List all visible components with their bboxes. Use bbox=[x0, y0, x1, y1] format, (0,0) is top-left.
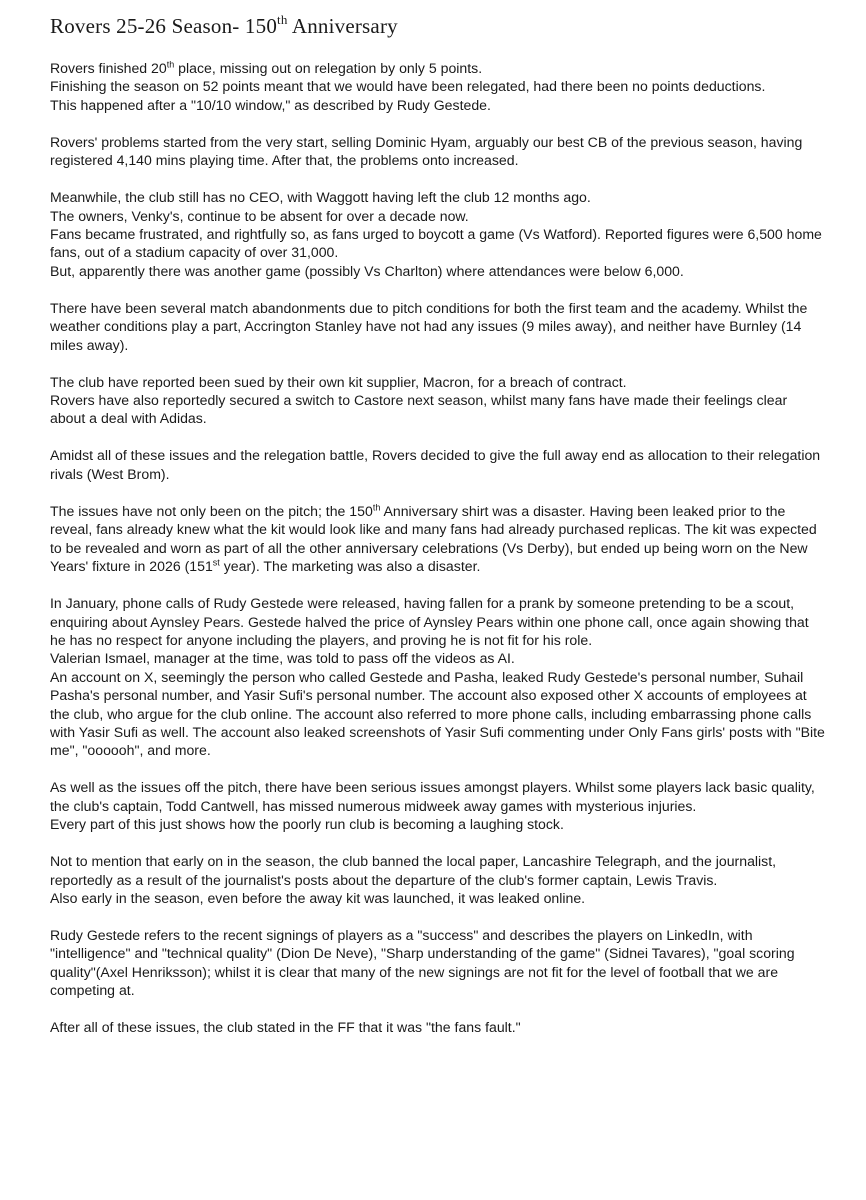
paragraph-line bbox=[50, 96, 826, 114]
paragraph-line bbox=[50, 391, 826, 428]
paragraph bbox=[50, 446, 826, 483]
line-text: place, missing out on relegation by only 5 points. bbox=[174, 60, 483, 76]
paragraph bbox=[50, 133, 826, 170]
paragraph-line bbox=[50, 852, 826, 889]
line-text: The owners, Venky's, continue to be absent for over a decade now. bbox=[50, 207, 469, 224]
line-text: Valerian Ismael, manager at the time, was told to pass off the videos as AI. bbox=[50, 650, 515, 667]
paragraph-line bbox=[50, 77, 826, 95]
paragraph-line bbox=[50, 133, 826, 170]
line-text: An account on X, seemingly the person who called Gestede and Pasha, leaked Rudy Gestede's personal number, Suhail Pasha's personal number, and Yasir Sufi's personal number. The account also exposed other X accounts of employees at the club, who argue for the club online. The account also referred to more phone calls, including embarrassing phone calls with Yasir Sufi as well. The account also leaked screenshots of Yasir Sufi commenting under Only Fans girls' posts with "Bite me", "oooooh", and more. bbox=[50, 668, 825, 759]
paragraph-line bbox=[50, 815, 826, 833]
paragraph-line bbox=[50, 502, 826, 576]
paragraph bbox=[50, 299, 826, 354]
line-text: In January, phone calls of Rudy Gestede were released, having fallen for a prank by someone pretending to be a scout, enquiring about Aynsley Pears. Gestede halved the price of Aynsley Pears within one phone call, once again showing that he has no respect for anyone including the players, and proving he is not fit for his role. bbox=[50, 595, 809, 648]
paragraph bbox=[50, 1018, 826, 1036]
line-text: Rovers have also reportedly secured a switch to Castore next season, whilst many fans have made their feelings clear about a deal with Adidas. bbox=[50, 392, 788, 427]
paragraph-line bbox=[50, 188, 826, 206]
title-text-end: Anniversary bbox=[287, 14, 398, 38]
paragraph bbox=[50, 502, 826, 576]
paragraph-line bbox=[50, 889, 826, 907]
line-text: Meanwhile, the club still has no CEO, with Waggott having left the club 12 months ago. bbox=[50, 189, 591, 206]
paragraph bbox=[50, 594, 826, 760]
paragraph-line bbox=[50, 299, 826, 354]
ordinal-superscript: st bbox=[212, 557, 220, 568]
line-text: But, apparently there was another game (possibly Vs Charlton) where attendances were below 6,000. bbox=[50, 262, 684, 279]
paragraph bbox=[50, 59, 826, 114]
paragraph bbox=[50, 188, 826, 280]
paragraph-line bbox=[50, 225, 826, 262]
line-text: As well as the issues off the pitch, there have been serious issues amongst players. Whilst some players lack basic quality, the club's captain, Todd Cantwell, has missed numerous midweek away games with mysterious injuries. bbox=[50, 779, 815, 814]
document-body bbox=[50, 59, 826, 1037]
paragraph-line bbox=[50, 373, 826, 391]
ordinal-superscript: th bbox=[372, 502, 381, 513]
ordinal-superscript: th bbox=[166, 59, 175, 70]
paragraph-line bbox=[50, 59, 826, 77]
line-text: Not to mention that early on in the season, the club banned the local paper, Lancashire Telegraph, and the journalist, reportedly as a result of the journalist's posts about the departure of the club's former captain, Lewis Travis. bbox=[50, 853, 777, 888]
line-text: Rovers finished 20 bbox=[50, 60, 167, 76]
line-text: The club have reported been sued by their own kit supplier, Macron, for a breach of contract. bbox=[50, 373, 627, 390]
title-text: Rovers 25-26 Season- 150 bbox=[50, 14, 278, 38]
line-text: After all of these issues, the club stated in the FF that it was "the fans fault." bbox=[50, 1019, 521, 1036]
line-text: Rudy Gestede refers to the recent signings of players as a "success" and describes the players on LinkedIn, with "intelligence" and "technical quality" (Dion De Neve), "Sharp understanding of the game" (Sidnei Tavares), "goal scoring quality"(Axel Henriksson); whilst it is clear that many of the new signings are not fit for the level of football that we are competing at. bbox=[50, 926, 795, 999]
paragraph-line bbox=[50, 778, 826, 815]
line-text: Also early in the season, even before the away kit was launched, it was leaked online. bbox=[50, 889, 586, 906]
line-text: Anniversary shirt was a disaster. Having been leaked prior to the reveal, fans already knew what the kit would look like and many fans had already purchased replicas. The kit was expected to be revealed and worn as part of all the other anniversary celebrations (Vs Derby), but ended up being worn on the New Years' fixture in 2026 (151 bbox=[50, 502, 817, 575]
paragraph-line bbox=[50, 649, 826, 667]
line-text: There have been several match abandonments due to pitch conditions for both the first team and the academy. Whilst the weather conditions play a part, Accrington Stanley have not had any issues (9 miles away), and neither have Burnley (14 miles away). bbox=[50, 299, 808, 353]
paragraph-line bbox=[50, 262, 826, 280]
paragraph-line bbox=[50, 594, 826, 649]
line-text: Amidst all of these issues and the relegation battle, Rovers decided to give the full away end as allocation to their relegation rivals (West Brom). bbox=[50, 447, 821, 482]
line-text: This happened after a "10/10 window," as described by Rudy Gestede. bbox=[50, 96, 491, 113]
paragraph-line bbox=[50, 1018, 826, 1036]
document-title bbox=[50, 12, 826, 40]
paragraph-line bbox=[50, 926, 826, 1000]
paragraph bbox=[50, 778, 826, 833]
title-superscript: th bbox=[277, 12, 288, 27]
paragraph bbox=[50, 926, 826, 1000]
line-text: Rovers' problems started from the very start, selling Dominic Hyam, arguably our best CB of the previous season, having registered 4,140 mins playing time. After that, the problems onto increased. bbox=[50, 133, 803, 169]
line-text: Every part of this just shows how the poorly run club is becoming a laughing stock. bbox=[50, 816, 564, 833]
paragraph-line bbox=[50, 207, 826, 225]
line-text: The issues have not only been on the pitch; the 150 bbox=[50, 502, 373, 519]
line-text: year). The marketing was also a disaster. bbox=[219, 558, 481, 575]
line-text: Fans became frustrated, and rightfully so, as fans urged to boycott a game (Vs Watford). Reported figures were 6,500 home fans, out of a stadium capacity of over 31,000. bbox=[50, 226, 822, 261]
line-text: Finishing the season on 52 points meant that we would have been relegated, had there been no points deductions. bbox=[50, 78, 766, 95]
paragraph-line bbox=[50, 668, 826, 760]
paragraph bbox=[50, 373, 826, 428]
paragraph bbox=[50, 852, 826, 907]
paragraph-line bbox=[50, 446, 826, 483]
